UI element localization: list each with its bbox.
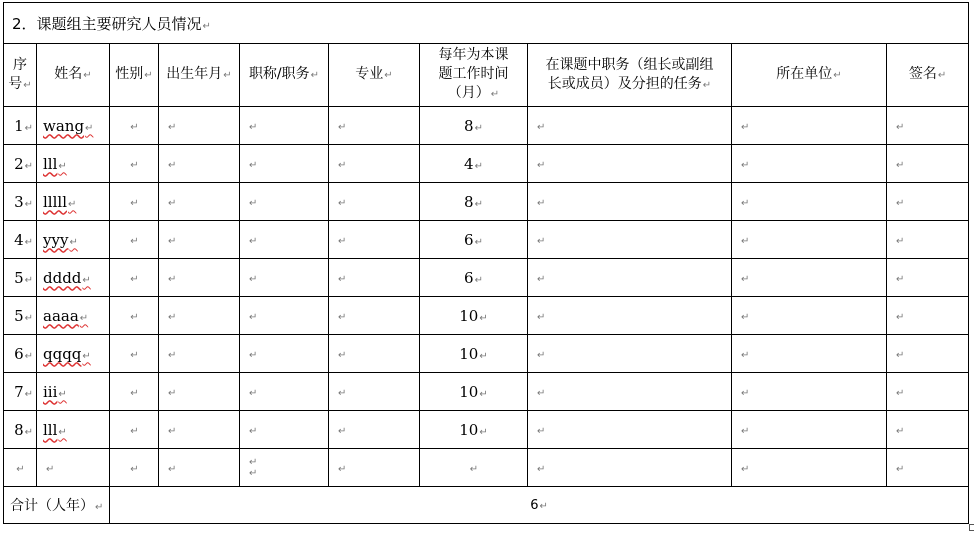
header-role[interactable]: 在课题中职务（组长或副组 长或成员）及分担的任务↵	[528, 44, 732, 107]
table-body	[4, 107, 969, 449]
section-title-cell[interactable]: 2．课题组主要研究人员情况↵	[4, 3, 969, 44]
research-staff-table	[3, 2, 969, 524]
major-cell[interactable]: ↵	[329, 221, 420, 259]
table-row	[4, 145, 969, 183]
row-index: 2	[14, 154, 24, 173]
sign-cell[interactable]: ↵	[887, 107, 969, 145]
row-months: 10	[459, 344, 479, 363]
sign-cell[interactable]: ↵	[887, 373, 969, 411]
index-cell[interactable]: 5↵	[4, 259, 37, 297]
gender-cell[interactable]: ↵	[110, 335, 159, 373]
months-cell[interactable]: 8↵	[420, 183, 528, 221]
blank-cell[interactable]: ↵ ↵	[240, 449, 329, 487]
gender-cell[interactable]: ↵	[110, 297, 159, 335]
gender-cell[interactable]: ↵	[110, 259, 159, 297]
unit-cell[interactable]: ↵	[732, 107, 887, 145]
birth-cell[interactable]: ↵	[159, 335, 240, 373]
row-index: 8	[14, 420, 24, 439]
blank-cell[interactable]: ↵	[732, 449, 887, 487]
row-months: 8	[464, 116, 474, 135]
title-cell[interactable]: ↵	[240, 107, 329, 145]
header-row	[4, 44, 969, 107]
name-cell[interactable]: iii↵	[37, 373, 110, 411]
row-name: aaaa	[43, 306, 79, 325]
months-cell[interactable]: 10↵	[420, 373, 528, 411]
major-cell[interactable]: ↵	[329, 411, 420, 449]
row-index: 3	[14, 192, 24, 211]
name-cell[interactable]: qqqq↵	[37, 335, 110, 373]
table-row	[4, 335, 969, 373]
months-cell[interactable]: 10↵	[420, 335, 528, 373]
sign-cell[interactable]: ↵	[887, 145, 969, 183]
gender-cell[interactable]: ↵	[110, 221, 159, 259]
role-cell[interactable]: ↵	[528, 221, 732, 259]
header-index[interactable]: 序 号↵	[4, 44, 37, 107]
blank-cell[interactable]: ↵	[110, 449, 159, 487]
row-months: 6	[464, 268, 474, 287]
blank-cell[interactable]: ↵	[420, 449, 528, 487]
major-cell[interactable]: ↵	[329, 297, 420, 335]
name-cell[interactable]: lll↵	[37, 411, 110, 449]
sign-cell[interactable]: ↵	[887, 335, 969, 373]
section-title: 2．课题组主要研究人员情况	[12, 14, 202, 33]
name-cell[interactable]: lll↵	[37, 145, 110, 183]
months-cell[interactable]: 10↵	[420, 411, 528, 449]
sign-cell[interactable]: ↵	[887, 221, 969, 259]
row-months: 6	[464, 230, 474, 249]
index-cell[interactable]: 7↵	[4, 373, 37, 411]
total-row	[4, 487, 969, 524]
index-cell[interactable]: 5↵	[4, 297, 37, 335]
title-cell[interactable]: ↵	[240, 373, 329, 411]
title-cell[interactable]: ↵	[240, 145, 329, 183]
title-cell[interactable]: ↵	[240, 335, 329, 373]
role-cell[interactable]: ↵	[528, 183, 732, 221]
name-cell[interactable]: yyy↵	[37, 221, 110, 259]
table-row	[4, 183, 969, 221]
header-major[interactable]: 专业↵	[329, 44, 420, 107]
table-row	[4, 259, 969, 297]
gender-cell[interactable]: ↵	[110, 373, 159, 411]
major-cell[interactable]: ↵	[329, 335, 420, 373]
months-cell[interactable]: 8↵	[420, 107, 528, 145]
table-resize-handle[interactable]	[969, 524, 974, 531]
index-cell[interactable]: 6↵	[4, 335, 37, 373]
row-index: 6	[14, 344, 24, 363]
role-cell[interactable]: ↵	[528, 297, 732, 335]
row-months: 8	[464, 192, 474, 211]
table-row	[4, 297, 969, 335]
row-months: 4	[464, 154, 474, 173]
table-row	[4, 221, 969, 259]
header-name[interactable]: 姓名↵	[37, 44, 110, 107]
table-row	[4, 411, 969, 449]
total-label-cell[interactable]: 合计（人年）↵	[4, 487, 110, 524]
role-cell[interactable]: ↵	[528, 411, 732, 449]
unit-cell[interactable]: ↵	[732, 411, 887, 449]
row-name: wang	[43, 116, 85, 135]
row-name: dddd	[43, 268, 82, 287]
row-name: lll	[43, 420, 58, 439]
sign-cell[interactable]: ↵	[887, 259, 969, 297]
birth-cell[interactable]: ↵	[159, 107, 240, 145]
unit-cell[interactable]: ↵	[732, 221, 887, 259]
months-cell[interactable]: 10↵	[420, 297, 528, 335]
unit-cell[interactable]: ↵	[732, 297, 887, 335]
header-hours[interactable]: 每年为本课 题工作时间 （月）↵	[420, 44, 528, 107]
table-row	[4, 373, 969, 411]
table-row	[4, 107, 969, 145]
row-name: yyy	[43, 230, 69, 249]
row-index: 4	[14, 230, 24, 249]
name-cell[interactable]: dddd↵	[37, 259, 110, 297]
total-value-cell[interactable]: 6↵	[110, 487, 969, 524]
name-cell[interactable]: wang↵	[37, 107, 110, 145]
row-months: 10	[459, 382, 479, 401]
birth-cell[interactable]: ↵	[159, 373, 240, 411]
row-index: 1	[14, 116, 24, 135]
header-title[interactable]: 职称/职务↵	[240, 44, 329, 107]
row-months: 10	[459, 420, 479, 439]
row-index: 7	[14, 382, 24, 401]
role-cell[interactable]: ↵	[528, 373, 732, 411]
gender-cell[interactable]: ↵	[110, 183, 159, 221]
index-cell[interactable]: 1↵	[4, 107, 37, 145]
name-cell[interactable]: lllll↵	[37, 183, 110, 221]
sign-cell[interactable]: ↵	[887, 411, 969, 449]
role-cell[interactable]: ↵	[528, 107, 732, 145]
blank-cell[interactable]: ↵	[329, 449, 420, 487]
role-cell[interactable]: ↵	[528, 335, 732, 373]
row-months: 10	[459, 306, 479, 325]
header-sign[interactable]: 签名↵	[887, 44, 969, 107]
birth-cell[interactable]: ↵	[159, 145, 240, 183]
birth-cell[interactable]: ↵	[159, 411, 240, 449]
row-index: 5	[14, 268, 24, 287]
blank-cell[interactable]: ↵	[159, 449, 240, 487]
blank-cell[interactable]: ↵	[887, 449, 969, 487]
blank-cell[interactable]: ↵	[37, 449, 110, 487]
blank-row	[4, 449, 969, 487]
gender-cell[interactable]: ↵	[110, 107, 159, 145]
major-cell[interactable]: ↵	[329, 145, 420, 183]
unit-cell[interactable]: ↵	[732, 373, 887, 411]
role-cell[interactable]: ↵	[528, 259, 732, 297]
row-name: iii	[43, 382, 58, 401]
title-cell[interactable]: ↵	[240, 411, 329, 449]
birth-cell[interactable]: ↵	[159, 259, 240, 297]
index-cell[interactable]: 3↵	[4, 183, 37, 221]
title-cell[interactable]: ↵	[240, 297, 329, 335]
row-name: qqqq	[43, 344, 82, 363]
major-cell[interactable]: ↵	[329, 373, 420, 411]
sign-cell[interactable]: ↵	[887, 183, 969, 221]
role-cell[interactable]: ↵	[528, 145, 732, 183]
unit-cell[interactable]: ↵	[732, 183, 887, 221]
blank-cell[interactable]: ↵	[528, 449, 732, 487]
major-cell[interactable]: ↵	[329, 259, 420, 297]
sign-cell[interactable]: ↵	[887, 297, 969, 335]
header-unit[interactable]: 所在单位↵	[732, 44, 887, 107]
name-cell[interactable]: aaaa↵	[37, 297, 110, 335]
index-cell[interactable]: 8↵	[4, 411, 37, 449]
header-gender[interactable]: 性别↵	[110, 44, 159, 107]
birth-cell[interactable]: ↵	[159, 183, 240, 221]
gender-cell[interactable]: ↵	[110, 145, 159, 183]
index-cell[interactable]: 2↵	[4, 145, 37, 183]
unit-cell[interactable]: ↵	[732, 335, 887, 373]
total-label: 合计（人年）	[10, 498, 94, 514]
months-cell[interactable]: 6↵	[420, 259, 528, 297]
major-cell[interactable]: ↵	[329, 107, 420, 145]
header-birth[interactable]: 出生年月↵	[159, 44, 240, 107]
birth-cell[interactable]: ↵	[159, 221, 240, 259]
unit-cell[interactable]: ↵	[732, 145, 887, 183]
months-cell[interactable]: 6↵	[420, 221, 528, 259]
title-cell[interactable]: ↵	[240, 259, 329, 297]
title-cell[interactable]: ↵	[240, 221, 329, 259]
birth-cell[interactable]: ↵	[159, 297, 240, 335]
total-value: 6	[530, 497, 539, 513]
title-cell[interactable]: ↵	[240, 183, 329, 221]
months-cell[interactable]: 4↵	[420, 145, 528, 183]
major-cell[interactable]: ↵	[329, 183, 420, 221]
blank-cell[interactable]: ↵	[4, 449, 37, 487]
row-index: 5	[14, 306, 24, 325]
row-name: lll	[43, 154, 58, 173]
index-cell[interactable]: 4↵	[4, 221, 37, 259]
row-name: lllll	[43, 192, 67, 211]
unit-cell[interactable]: ↵	[732, 259, 887, 297]
gender-cell[interactable]: ↵	[110, 411, 159, 449]
